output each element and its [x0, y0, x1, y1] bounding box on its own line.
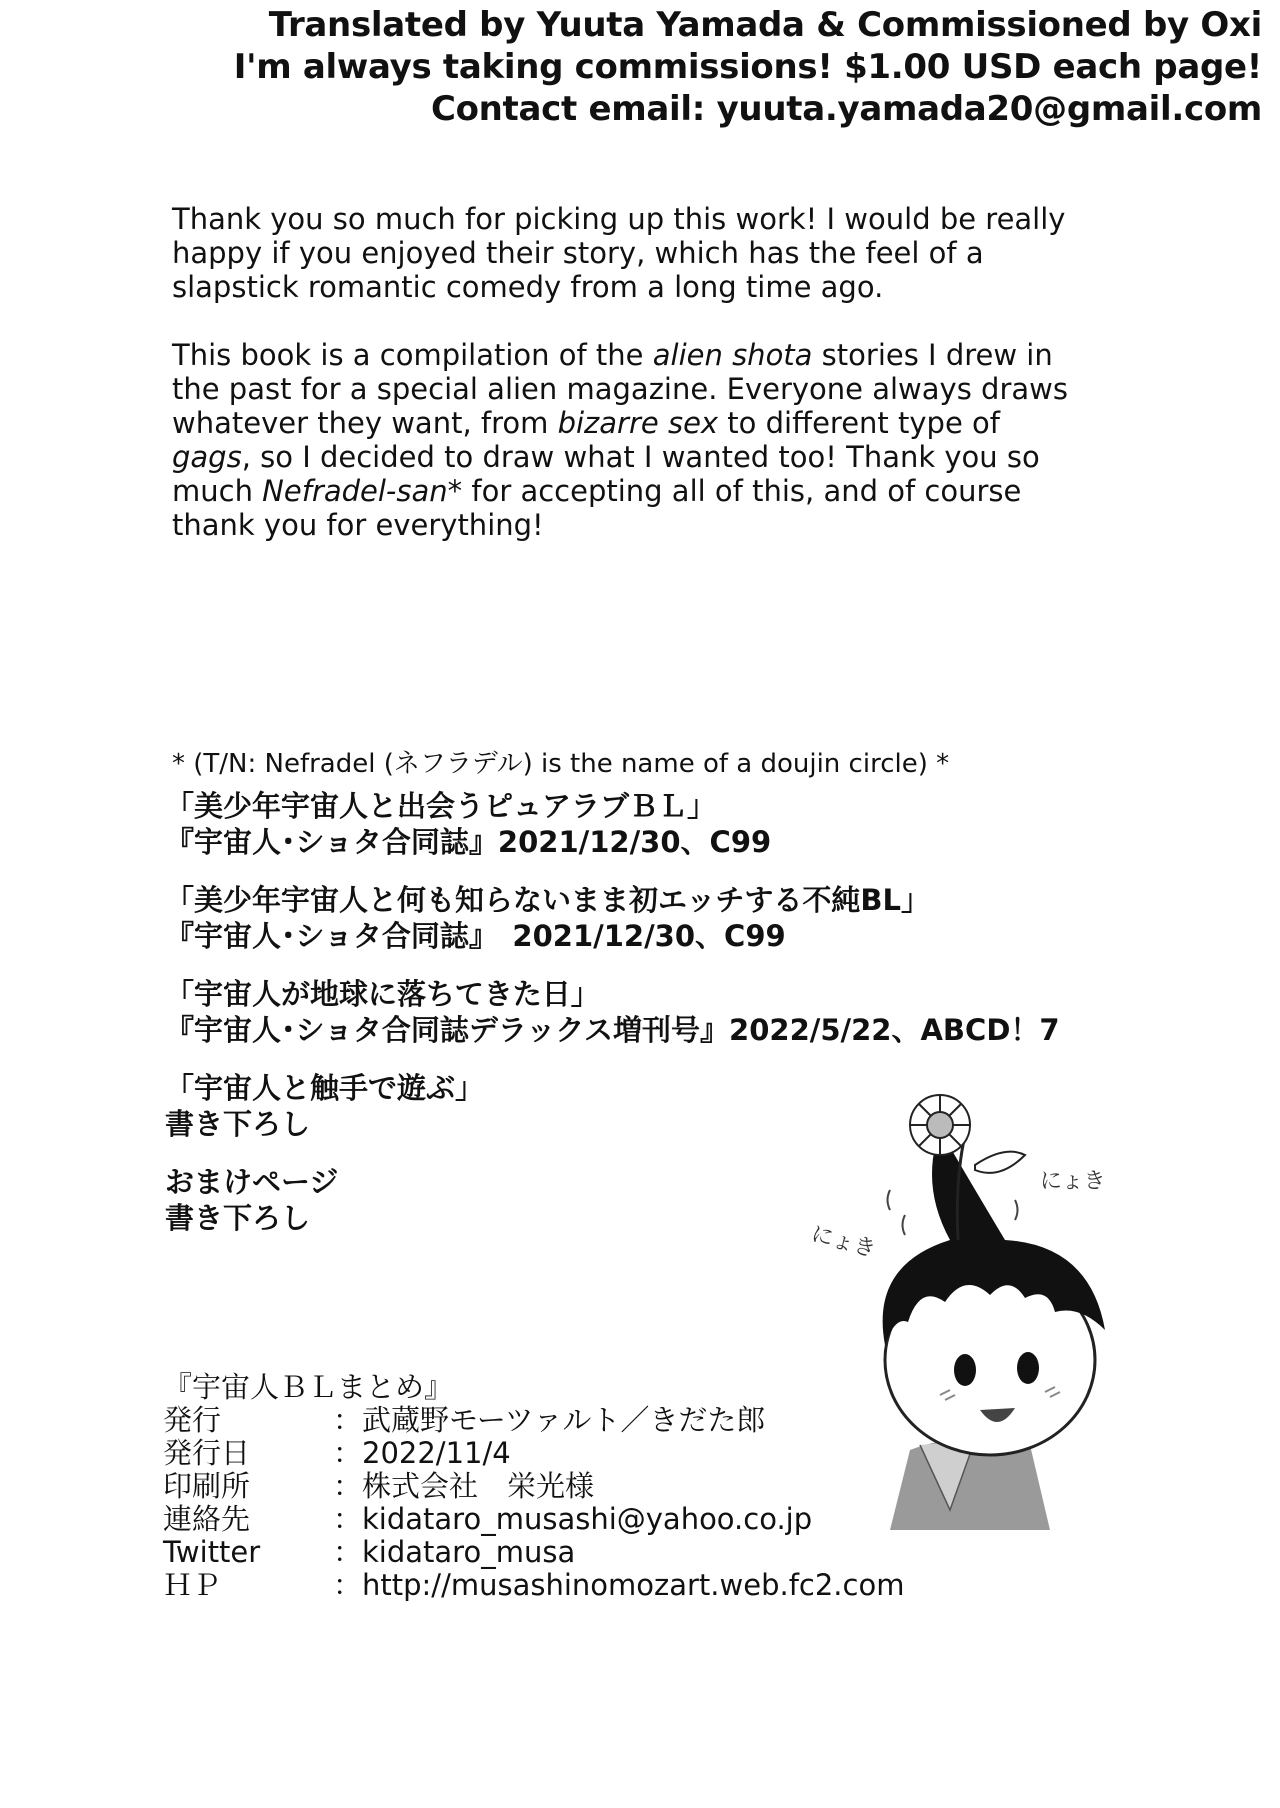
- work-source: 『宇宙人･ショタ合同誌』 2021/12/30、C99: [165, 919, 786, 953]
- commission-line: I'm always taking commissions! $1.00 USD each page!: [233, 47, 1262, 87]
- sfx-right: にょき: [1040, 1169, 1106, 1194]
- chibi-character-illustration: [800, 1090, 1130, 1534]
- work-entry: [165, 882, 1165, 954]
- emphasis: gags: [172, 440, 242, 474]
- text-segment: , so I decided to draw what I wanted too! Thank you so much: [172, 440, 1040, 508]
- colophon: [163, 1370, 904, 1602]
- character-drawing: [800, 1090, 1130, 1530]
- colophon-row: [163, 1404, 904, 1437]
- colophon-row: [163, 1437, 904, 1470]
- translator-credits: [234, 4, 1262, 130]
- colophon-value: ：kidataro_musa: [333, 1535, 576, 1569]
- colophon-value: ：武蔵野モーツァルト／きだた郎: [333, 1403, 766, 1437]
- right-eye: [1017, 1352, 1039, 1384]
- sfx-left: にょき: [808, 1221, 879, 1263]
- left-eye: [954, 1354, 976, 1386]
- text-segment: This book is a compilation of the: [172, 338, 653, 372]
- flower-icon: [910, 1095, 970, 1155]
- colophon-key: 発行: [163, 1403, 222, 1437]
- colophon-value: ：2022/11/4: [333, 1436, 511, 1470]
- work-title: 「美少年宇宙人と出会うピュアラブＢＬ」: [165, 789, 717, 823]
- text-segment: stories I drew in the past for a special alien magazine. Everyone always draws whatever they want, from: [172, 338, 1068, 440]
- work-source: 書き下ろし: [165, 1107, 311, 1141]
- emphasis: bizarre sex: [557, 406, 719, 440]
- work-title: 「美少年宇宙人と何も知らないまま初エッチする不純BL」: [165, 883, 931, 917]
- colophon-value: ：株式会社 栄光様: [333, 1469, 595, 1503]
- work-entry: [165, 976, 1165, 1048]
- colophon-key: Twitter: [163, 1535, 261, 1569]
- work-title: 「宇宙人と触手で遊ぶ」: [165, 1071, 485, 1105]
- translator-note: * (T/N: Nefradel (ネフラデル) is the name of a doujin circle) *: [172, 749, 950, 779]
- afterword-paragraph-2: [172, 338, 1072, 542]
- colophon-row: [163, 1470, 904, 1503]
- colophon-title: 『宇宙人ＢＬまとめ』: [163, 1370, 454, 1404]
- emphasis: alien shota: [652, 338, 813, 372]
- credit-line: Translated by Yuuta Yamada & Commissioned by Oxi: [268, 5, 1262, 45]
- flower-leaf: [975, 1152, 1025, 1173]
- work-title: 「宇宙人が地球に落ちてきた日」: [165, 977, 600, 1011]
- colophon-row: [163, 1536, 904, 1569]
- colophon-key: 発行日: [163, 1436, 251, 1470]
- emphasis: Nefradel-san*: [262, 474, 463, 508]
- colophon-value: ：kidataro_musashi@yahoo.co.jp: [333, 1502, 813, 1536]
- work-entry: [165, 788, 1165, 860]
- text-segment: to different type of: [718, 406, 1000, 440]
- work-source: 書き下ろし: [165, 1201, 311, 1235]
- colophon-key: 印刷所: [163, 1469, 251, 1503]
- colophon-value: ：http://musashinomozart.web.fc2.com: [333, 1568, 905, 1602]
- contact-line: Contact email: yuuta.yamada20@gmail.com: [430, 89, 1262, 129]
- colophon-row: [163, 1569, 904, 1602]
- colophon-key: ＨＰ: [163, 1568, 222, 1602]
- text-segment: for accepting all of this, and of course thank you for everything!: [172, 474, 1022, 542]
- colophon-row: [163, 1503, 904, 1536]
- colophon-key: 連絡先: [163, 1502, 251, 1536]
- work-source: 『宇宙人･ショタ合同誌デラックス増刊号』2022/5/22、ABCD！7: [165, 1013, 1060, 1047]
- afterword-paragraph-1: Thank you so much for picking up this work! I would be really happy if you enjoyed their story, which has the feel of a slapstick romantic comedy from a long time ago.: [172, 202, 1066, 304]
- afterword: [172, 202, 1072, 542]
- work-title: おまけページ: [165, 1165, 339, 1199]
- work-source: 『宇宙人･ショタ合同誌』2021/12/30、C99: [165, 825, 772, 859]
